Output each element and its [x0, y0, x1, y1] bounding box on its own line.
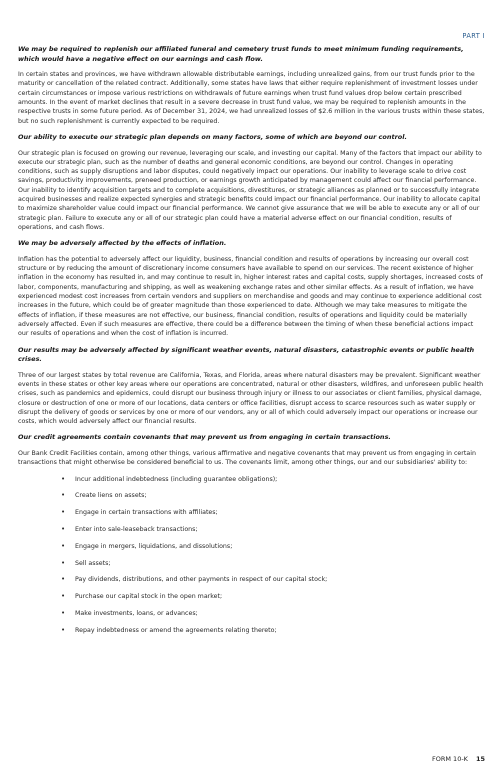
section-body: Three of our largest states by total revenue are California, Texas, and Florida, areas where natural disasters may be prevalent. Significant weather events in these states or other key areas where our operations are concentrated, natural or other disasters, wildfires, and unforeseen public health crises, such as pandemics and epidemics, could disrupt our business through injury or illness to our associates or client families, physical damage, closure or destruction of one or more of our locations, data centers or office facilities, disrupt access to scarce resources such as water supply or disrupt the delivery of goods or services by one or more of our vendors, any or all of which could adversely impact our operations or increase our costs, which would adversely affect our financial results. — [18, 371, 484, 426]
section-trust-funds — [18, 45, 485, 126]
bullet-icon: • — [61, 575, 66, 584]
section-body: In certain states and provinces, we have withdrawn allowable distributable earnings, including unrealized gains, from our trust funds prior to the maturity or cancellation of the related contract. Additionally, some states have laws that either require replenishment of investment losses under certain circumstances or impose various restrictions on withdrawals of future earnings when trust fund values drop below certain prescribed amounts. In the event of market declines that result in a severe decrease in trust fund value, we may be required to replenish amounts in the respective trusts in some future period. As of December 31, 2024, we had unrealized losses of $2.6 million in the various trusts within these states, but no such replenishment is currently expected to be required. — [18, 71, 485, 125]
list-item: • Repay indebtedness or amend the agreements relating thereto; — [61, 625, 277, 634]
section-body: Inflation has the potential to adversely affect our liquidity, business, financial condition and results of operations by increasing our overall cost structure or by reducing the amount of discretionary income consumers have available to spend on our services. The recent existence of higher inflation in the economy has resulted in, and may continue to result in, higher interest rates and capital costs, supply shortages, increased costs of labor, components, manufacturing and shipping, as well as weakening exchange rates and other similar effects. As a result of inflation, we have experienced modest cost increases from certain vendors and suppliers on merchandise and goods and may continue to experience additional cost increases in the future, which could be of greater magnitude than those experienced to date. Although we may take measures to mitigate the effects of inflation, if these measures are not effective, our business, financial condition, results of operations and liquidity could be materially adversely affected. Even if such measures are effective, there could be a difference between the timing of when these beneficial actions impact our results of operations and when the cost of inflation is incurred. — [18, 255, 483, 338]
section-heading: Our credit agreements contain covenants that may prevent us from engaging in certain transactions. — [18, 433, 391, 442]
document-body — [18, 45, 485, 643]
section-inflation — [18, 239, 485, 338]
bullet-icon: • — [61, 625, 66, 634]
list-item: • Create liens on assets; — [61, 491, 147, 500]
section-strategic-plan — [18, 133, 485, 232]
section-weather-events — [18, 346, 485, 427]
list-item: • Make investments, loans, or advances; — [61, 609, 198, 618]
section-body: Our Bank Credit Facilities contain, among other things, various affirmative and negative covenants that may prevent us from engaging in certain transactions that might otherwise be considered beneficial to us. The covenants limit, among other things, our and our subsidiaries' ability to: — [18, 450, 476, 467]
list-item: • Incur additional indebtedness (including guarantee obligations); — [61, 474, 278, 483]
section-body: Our strategic plan is focused on growing our revenue, leveraging our scale, and investing our capital. Many of the factors that impact our ability to execute our strategic plan, such as the number of deaths and general economic conditions, are beyond our control. Changes in operating conditions, such as supply disruptions and labor disputes, could negatively impact our operations. Our inability to leverage scale to drive cost savings, productivity improvements, preneed production, or earnings growth anticipated by management could affect our financial performance. Our inability to identify acquisition targets and to complete acquisitions, divestitures, or strategic alliances as planned or to successfully integrate acquired businesses and realize expected synergies and strategic benefits could impact our financial performance. Our inability to allocate capital to maximize shareholder value could impact our financial performance. We cannot give assurance that we will be able to execute any or all of our strategic plan. Failure to execute any or all of our strategic plan could have a material adverse effect on our financial condition, results of operations, and cash flows. — [18, 149, 482, 231]
form-label: FORM 10-K — [432, 755, 468, 763]
list-item: • Sell assets; — [61, 558, 111, 567]
part-label: PART I — [462, 32, 485, 40]
bullet-icon: • — [61, 474, 66, 483]
list-item: • Engage in mergers, liquidations, and dissolutions; — [61, 541, 233, 550]
page-footer — [432, 755, 485, 763]
bullet-icon: • — [61, 525, 66, 534]
page-number: 15 — [475, 755, 485, 763]
section-heading: We may be adversely affected by the effects of inflation. — [18, 239, 227, 248]
covenant-list — [18, 475, 485, 635]
bullet-icon: • — [61, 508, 66, 517]
list-item: • Purchase our capital stock in the open market; — [61, 592, 223, 601]
section-heading: We may be required to replenish our affiliated funeral and cemetery trust funds to meet minimum funding requirements, which would have a negative effect on our earnings and cash flow. — [18, 45, 464, 63]
bullet-icon: • — [61, 541, 66, 550]
section-heading: Our results may be adversely affected by significant weather events, natural disasters, catastrophic events or public health crises. — [18, 345, 475, 364]
bullet-icon: • — [61, 558, 66, 567]
section-heading: Our ability to execute our strategic plan depends on many factors, some of which are beyond our control. — [18, 132, 407, 141]
bullet-icon: • — [61, 609, 66, 618]
list-item: • Pay dividends, distributions, and other payments in respect of our capital stock; — [61, 575, 328, 584]
bullet-icon: • — [61, 491, 66, 500]
bullet-icon: • — [61, 592, 66, 601]
list-item: • Enter into sale-leaseback transactions; — [61, 525, 198, 534]
section-credit-covenants — [18, 433, 485, 635]
list-item: • Engage in certain transactions with affiliates; — [61, 508, 218, 517]
